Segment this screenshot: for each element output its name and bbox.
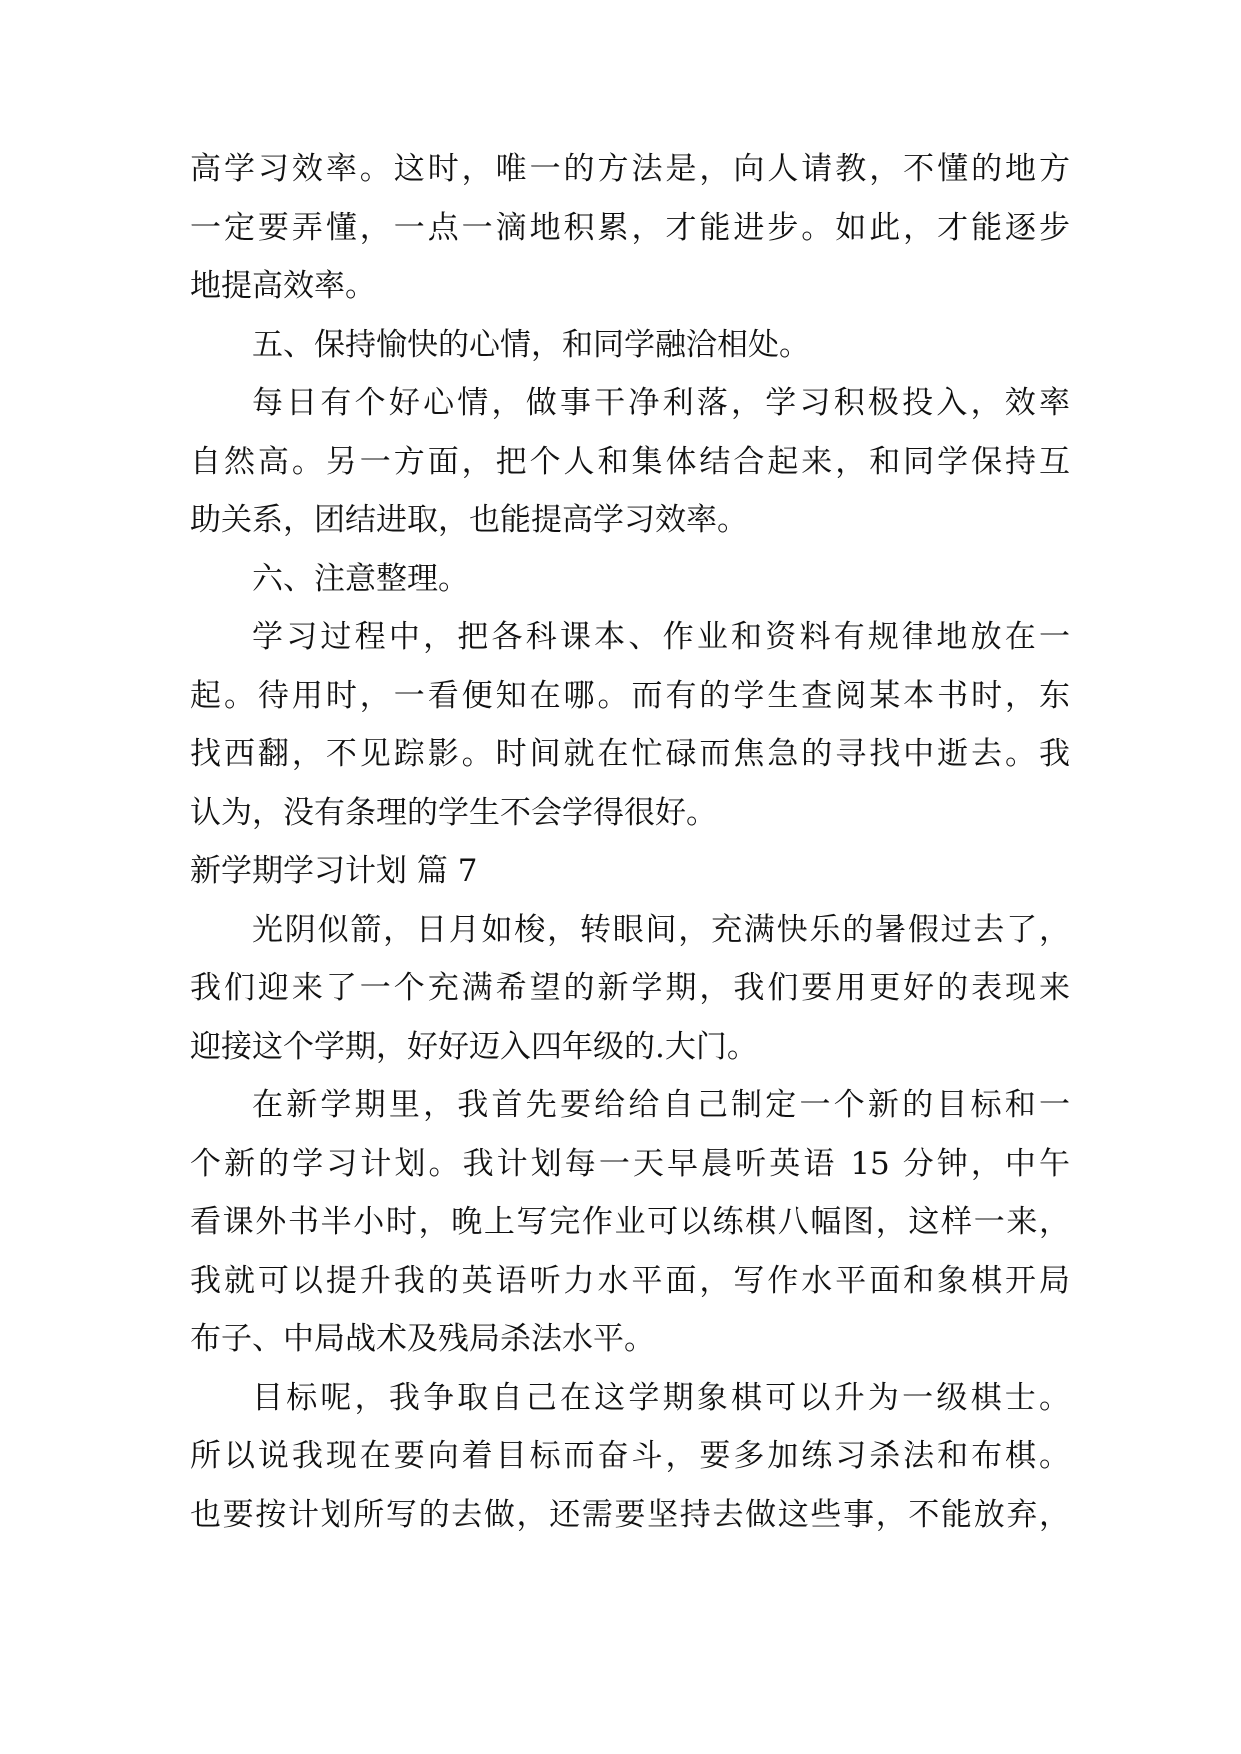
text-line: 个新的学习计划。我计划每一天早晨听英语 15 分钟，中午 bbox=[190, 1145, 1070, 1182]
article-title: 新学期学习计划 篇 7 bbox=[190, 853, 478, 889]
text-line: 高学习效率。这时，唯一的方法是，向人请教，不懂的地方 bbox=[190, 151, 1070, 187]
text-line: 也要按计划所写的去做，还需要坚持去做这些事，不能放弃， bbox=[190, 1496, 1070, 1533]
text-line: 光阴似箭，日月如梭，转眼间，充满快乐的暑假过去了， bbox=[252, 911, 1070, 948]
text-line: 自然高。另一方面，把个人和集体结合起来，和同学保持互 bbox=[190, 443, 1070, 480]
text-line: 看课外书半小时，晚上写完作业可以练棋八幅图，这样一来， bbox=[190, 1204, 1070, 1240]
text-line: 学习过程中，把各科课本、作业和资料有规律地放在一 bbox=[252, 619, 1070, 655]
text-line: 在新学期里，我首先要给给自己制定一个新的目标和一 bbox=[252, 1087, 1070, 1123]
text-line: 找西翻，不见踪影。时间就在忙碌而焦急的寻找中逝去。我 bbox=[190, 736, 1070, 772]
text-line: 布子、中局战术及残局杀法水平。 bbox=[190, 1321, 655, 1357]
text-line: 所以说我现在要向着目标而奋斗，要多加练习杀法和布棋。 bbox=[190, 1438, 1070, 1474]
text-line: 我们迎来了一个充满希望的新学期，我们要用更好的表现来 bbox=[190, 970, 1070, 1006]
text-line: 起。待用时，一看便知在哪。而有的学生查阅某本书时，东 bbox=[190, 677, 1070, 714]
text-line: 迎接这个学期，好好迈入四年级的.大门。 bbox=[190, 1028, 758, 1065]
section-heading-five: 五、保持愉快的心情，和同学融洽相处。 bbox=[252, 326, 810, 363]
text-line: 我就可以提升我的英语听力水平面，写作水平面和象棋开局 bbox=[190, 1262, 1070, 1299]
section-heading-six: 六、注意整理。 bbox=[252, 560, 469, 597]
text-line: 地提高效率。 bbox=[190, 268, 376, 304]
text-line: 目标呢，我争取自己在这学期象棋可以升为一级棋士。 bbox=[252, 1379, 1070, 1416]
text-line: 每日有个好心情，做事干净利落，学习积极投入，效率 bbox=[252, 385, 1070, 421]
text-line: 助关系，团结进取，也能提高学习效率。 bbox=[190, 502, 748, 538]
text-line: 认为，没有条理的学生不会学得很好。 bbox=[190, 794, 717, 831]
text-line: 一定要弄懂，一点一滴地积累，才能进步。如此，才能逐步 bbox=[190, 209, 1070, 246]
document-body bbox=[190, 140, 1070, 1544]
